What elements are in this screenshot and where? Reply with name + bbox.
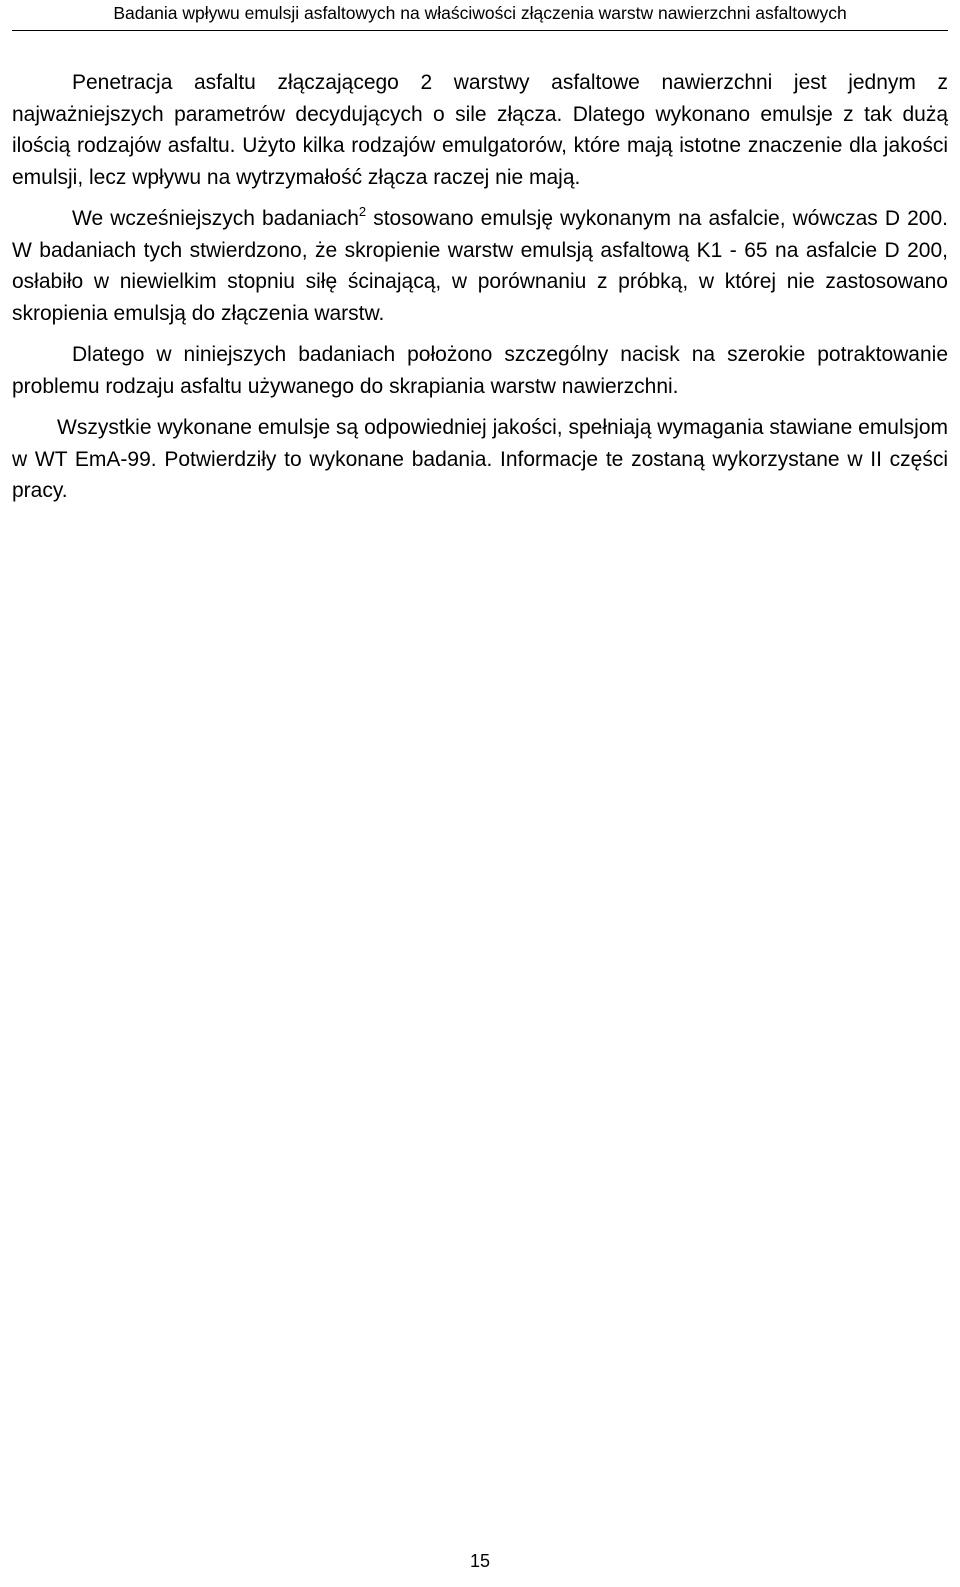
paragraph-text-rest: stosowano emulsję wykonanym na asfalcie, wówczas D 200. W badaniach tych stwierdzono, że skropienie warstw emulsją asfaltową K1 - 65 na asfalcie D 200, osłabiło w niewielkim stopniu siłę ścinającą, w porównaniu z próbką, w której nie zastosowano skropienia emulsją do złączenia warstw. [12, 207, 948, 325]
running-header [12, 0, 948, 31]
document-body [12, 67, 948, 517]
paragraph-penetracja: Penetracja asfaltu złączającego 2 warstwy asfaltowe nawierzchni jest jednym z najważniejszych parametrów decydujących o sile złącza. Dlatego wykonano emulsje z tak dużą ilością rodzajów asfaltu. Użyto kilka rodzajów emulgatorów, które mają istotne znaczenie dla jakości emulsji, lecz wpływu na wytrzymałość złącza raczej nie mają. [12, 71, 948, 189]
paragraph-text-start: We wcześniejszych badaniach [72, 207, 359, 230]
paragraph-wszystkie-emulsje: Wszystkie wykonane emulsje są odpowiedniej jakości, spełniają wymagania stawiane emulsjom w WT EmA-99. Potwierdziły to wykonane badania. Informacje te zostaną wykorzystane w II części pracy. [12, 416, 948, 502]
page-number: 15 [469, 1551, 491, 1571]
paragraph-niniejsze-badania: Dlatego w niniejszych badaniach położono szczególny nacisk na szerokie potraktowanie problemu rodzaju asfaltu używanego do skrapiania warstw nawierzchni. [12, 343, 948, 398]
paragraph-wczesniejsze-badania [12, 203, 948, 329]
running-header-title: Badania wpływu emulsji asfaltowych na właściwości złączenia warstw nawierzchni asfaltowych [113, 3, 847, 23]
footnote-reference: 2 [358, 204, 367, 219]
